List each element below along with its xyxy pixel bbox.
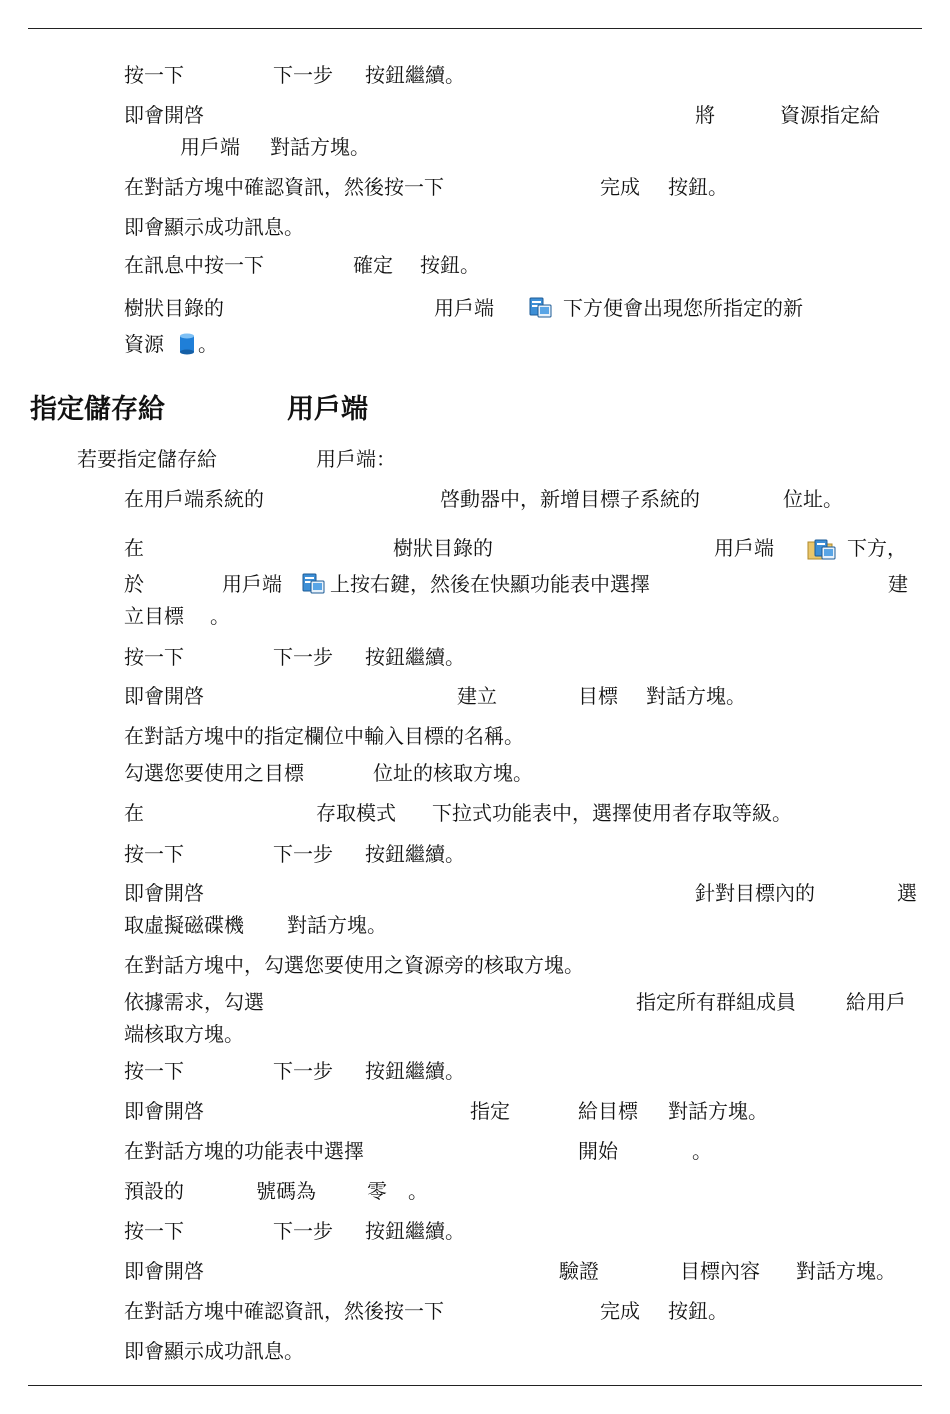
step11-a: 依據需求，勾選	[124, 990, 264, 1014]
step8-a: 按一下	[124, 842, 184, 866]
step10: 在對話方塊中，勾選您要使用之資源旁的核取方塊。	[124, 953, 584, 977]
step13-a: 即會開啓	[124, 1099, 204, 1123]
step2-a: 在	[124, 536, 144, 560]
step2-e: 於	[124, 572, 144, 596]
step12-c: 按鈕繼續。	[365, 1059, 465, 1083]
step12-a: 按一下	[124, 1059, 184, 1083]
step18-a: 在對話方塊中確認資訊，然後按一下	[124, 1299, 444, 1323]
footer-rule	[28, 1385, 922, 1386]
confirm-text-b: 完成	[600, 175, 640, 199]
step7-c: 下拉式功能表中，選擇使用者存取等級。	[432, 801, 792, 825]
step1-a: 在用戶端系統的	[124, 487, 264, 511]
step4-c: 目標	[578, 684, 618, 708]
client-server-icon	[527, 296, 553, 322]
confirm-text-c: 按鈕。	[668, 175, 728, 199]
step11-b: 指定所有群組成員	[636, 990, 796, 1014]
step14-a: 在對話方塊的功能表中選擇	[124, 1139, 364, 1163]
step9-b: 針對目標內的	[695, 881, 815, 905]
step2-h: 建	[888, 572, 908, 596]
success-text: 即會顯示成功訊息。	[124, 215, 304, 239]
step7-a: 在	[124, 801, 144, 825]
step16-c: 按鈕繼續。	[365, 1219, 465, 1243]
step15-a: 預設的	[124, 1179, 184, 1203]
ok-text-b: 確定	[353, 253, 393, 277]
header-rule	[28, 28, 922, 29]
opens-text-b: 將	[695, 103, 715, 127]
step15-d: 。	[408, 1179, 428, 1203]
step11-d: 端核取方塊。	[124, 1022, 244, 1046]
tree-text-e: 。	[198, 332, 218, 356]
step9-d: 取虛擬磁碟機	[124, 913, 244, 937]
step2-f: 用戶端	[222, 572, 282, 596]
step13-d: 對話方塊。	[668, 1099, 768, 1123]
step8-b: 下一步	[273, 842, 333, 866]
step8-c: 按鈕繼續。	[365, 842, 465, 866]
step17-c: 目標內容	[680, 1259, 760, 1283]
opens-text-a: 即會開啓	[124, 103, 204, 127]
step1-c: 位址。	[783, 487, 843, 511]
ok-text-c: 按鈕。	[420, 253, 480, 277]
step3-c: 按鈕繼續。	[365, 645, 465, 669]
step4-a: 即會開啓	[124, 684, 204, 708]
opens-text-d: 用戶端	[180, 135, 240, 159]
step9-e: 對話方塊。	[287, 913, 387, 937]
step12-b: 下一步	[273, 1059, 333, 1083]
step17-a: 即會開啓	[124, 1259, 204, 1283]
step9-c: 選	[897, 881, 917, 905]
step-next-1b: 下一步	[273, 63, 333, 87]
opens-text-c: 資源指定給	[780, 103, 880, 127]
step2-c: 用戶端	[714, 536, 774, 560]
step19: 即會顯示成功訊息。	[124, 1339, 304, 1363]
intro-text-a: 若要指定儲存給	[77, 447, 217, 471]
resource-disk-icon	[178, 332, 196, 358]
step4-d: 對話方塊。	[646, 684, 746, 708]
step13-b: 指定	[470, 1099, 510, 1123]
intro-text-b: 用戶端：	[316, 447, 396, 471]
step15-c: 零	[367, 1179, 387, 1203]
client-folder-icon	[806, 536, 838, 564]
step6-b: 位址的核取方塊。	[373, 761, 533, 785]
step18-c: 按鈕。	[668, 1299, 728, 1323]
step2-d: 下方，	[847, 536, 907, 560]
section-title-a: 指定儲存給	[30, 394, 165, 425]
step3-a: 按一下	[124, 645, 184, 669]
step14-c: 。	[692, 1139, 712, 1163]
client-server-icon-2	[299, 572, 327, 598]
step5: 在對話方塊中的指定欄位中輸入目標的名稱。	[124, 724, 524, 748]
step-next-1c: 按鈕繼續。	[365, 63, 465, 87]
step16-b: 下一步	[273, 1219, 333, 1243]
step16-a: 按一下	[124, 1219, 184, 1243]
step2-j: 。	[210, 604, 230, 628]
step1-b: 啓動器中，新增目標子系統的	[440, 487, 700, 511]
tree-text-a: 樹狀目錄的	[124, 296, 224, 320]
step7-b: 存取模式	[316, 801, 396, 825]
tree-text-d: 資源	[124, 332, 164, 356]
step-next-1a: 按一下	[124, 63, 184, 87]
step3-b: 下一步	[273, 645, 333, 669]
step6-a: 勾選您要使用之目標	[124, 761, 304, 785]
step17-b: 驗證	[559, 1259, 599, 1283]
step4-b: 建立	[457, 684, 497, 708]
step14-b: 開始	[578, 1139, 618, 1163]
step2-b: 樹狀目錄的	[393, 536, 493, 560]
step11-c: 給用戶	[846, 990, 906, 1014]
step13-c: 給目標	[578, 1099, 638, 1123]
tree-text-b: 用戶端	[434, 296, 494, 320]
step17-d: 對話方塊。	[796, 1259, 896, 1283]
tree-text-c: 下方便會出現您所指定的新	[563, 296, 803, 320]
step9-a: 即會開啓	[124, 881, 204, 905]
step2-g: 上按右鍵，然後在快顯功能表中選擇	[330, 572, 650, 596]
step18-b: 完成	[600, 1299, 640, 1323]
step2-i: 立目標	[124, 604, 184, 628]
confirm-text-a: 在對話方塊中確認資訊，然後按一下	[124, 175, 444, 199]
ok-text-a: 在訊息中按一下	[124, 253, 264, 277]
opens-text-e: 對話方塊。	[270, 135, 370, 159]
section-title-b: 用戶端	[287, 394, 368, 425]
step15-b: 號碼為	[256, 1179, 316, 1203]
